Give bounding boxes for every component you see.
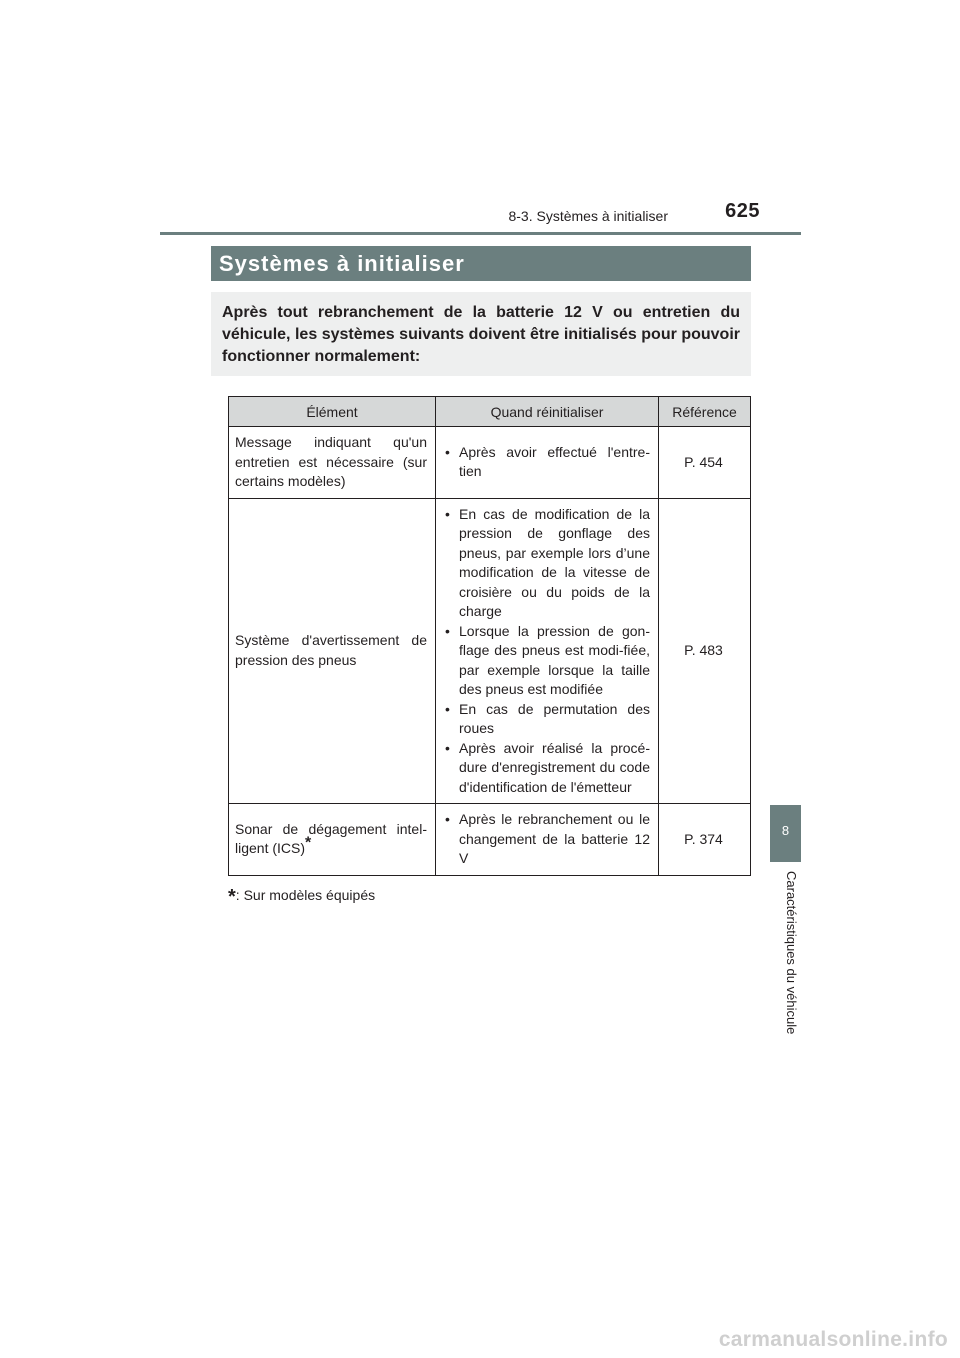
table-row bbox=[229, 498, 751, 804]
table-cell-when bbox=[436, 427, 659, 499]
list-item: • En cas de permutation des roues bbox=[442, 700, 650, 739]
watermark-logo: carmanualsonline.info bbox=[718, 1328, 948, 1351]
table-cell-when bbox=[436, 804, 659, 876]
when-list bbox=[442, 505, 650, 798]
column-header-when: Quand réinitialiser bbox=[436, 397, 659, 427]
chapter-number: 8 bbox=[781, 823, 790, 838]
column-header-element: Élément bbox=[229, 397, 436, 427]
when-list bbox=[442, 443, 650, 482]
section-title-bar bbox=[211, 246, 751, 281]
column-header-reference: Référence bbox=[659, 397, 751, 427]
intro-box bbox=[211, 292, 751, 376]
chapter-tab[interactable] bbox=[770, 805, 801, 862]
chapter-label: Caractéristiques du véhicule bbox=[784, 871, 799, 1035]
table-header-row bbox=[229, 397, 751, 427]
footnote-marker: * bbox=[305, 834, 312, 852]
page-header bbox=[160, 200, 800, 230]
table-cell-element: Message indiquant qu'un entretien est nécessaire (sur certains modèles) bbox=[229, 427, 436, 499]
list-item: • Après avoir réalisé la procé-dure d'enregistrement du code d'identification de l'émetteur bbox=[442, 739, 650, 798]
header-section-title: 8-3. Systèmes à initialiser bbox=[508, 208, 668, 224]
table-cell-when bbox=[436, 498, 659, 804]
footnote-asterisk: * bbox=[228, 886, 236, 908]
header-divider bbox=[160, 232, 801, 235]
list-item: • Après le rebranchement ou le changement de la batterie 12 V bbox=[442, 810, 650, 869]
footnote bbox=[228, 883, 375, 906]
page-number: 625 bbox=[725, 200, 760, 222]
section-title: Systèmes à initialiser bbox=[219, 251, 465, 276]
list-item: • Lorsque la pression de gon-flage des pneus est modi-fiée, par exemple lorsque la taille des pneus est modifiée bbox=[442, 622, 650, 700]
when-list bbox=[442, 810, 650, 869]
systems-table bbox=[228, 396, 751, 876]
element-text: Sonar de dégagement intel-ligent (ICS) bbox=[235, 820, 427, 857]
list-item: • Après avoir effectué l'entre-tien bbox=[442, 443, 650, 482]
reference-link[interactable]: P. 483 bbox=[659, 498, 751, 804]
chapter-label-container bbox=[786, 871, 800, 1051]
intro-text: Après tout rebranchement de la batterie 12 V ou entretien du véhicule, les systèmes suivants doivent être initialisés pour pouvoir fonctionner normalement: bbox=[222, 304, 740, 365]
list-item: • En cas de modification de la pression de gonflage des pneus, par exemple lors d’une modification de la vitesse de croisière ou du poids de la charge bbox=[442, 505, 650, 622]
footnote-text: : Sur modèles équipés bbox=[235, 887, 376, 903]
table-cell-element: Système d'avertissement de pression des pneus bbox=[229, 498, 436, 804]
reference-link[interactable]: P. 454 bbox=[659, 427, 751, 499]
reference-link[interactable]: P. 374 bbox=[659, 804, 751, 876]
table-row bbox=[229, 804, 751, 876]
table-cell-element bbox=[229, 804, 436, 876]
table-row bbox=[229, 427, 751, 499]
